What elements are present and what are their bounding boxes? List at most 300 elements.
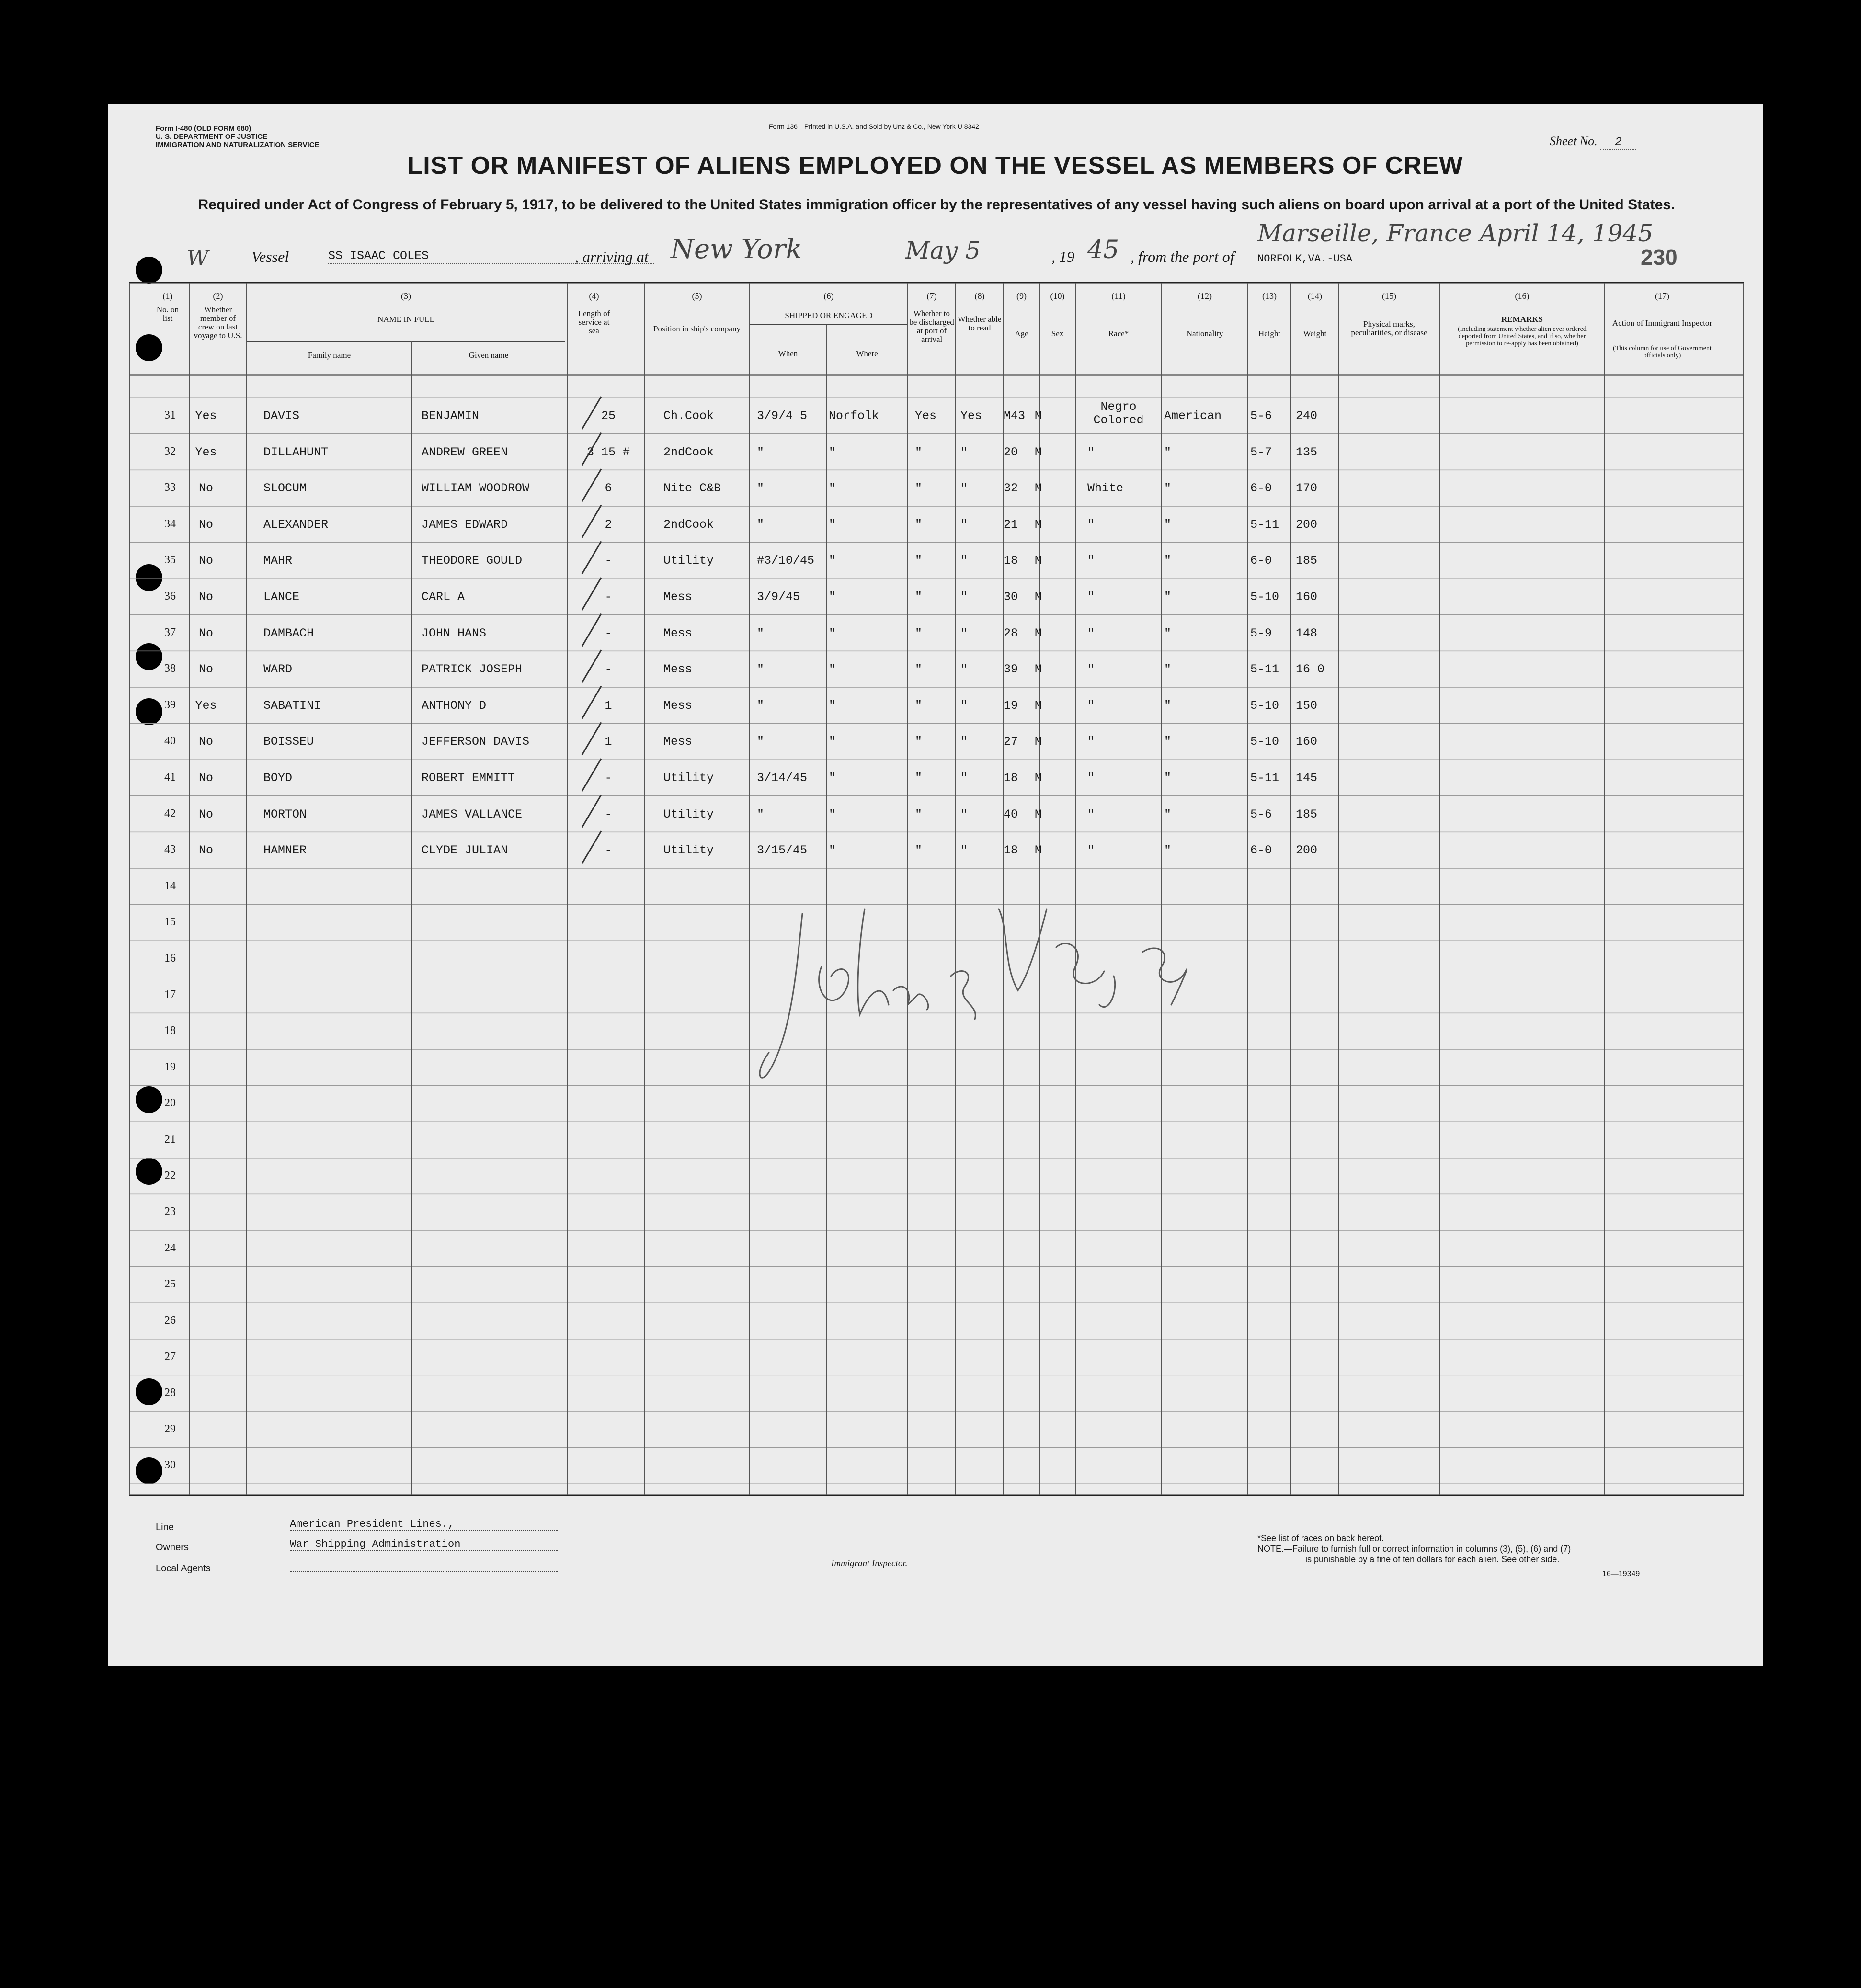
- row-number: 39: [164, 698, 176, 711]
- owners-value: War Shipping Administration: [290, 1538, 558, 1551]
- shipped-where-cell: ": [829, 698, 836, 713]
- height-cell: 5-10: [1250, 590, 1279, 604]
- position-cell: Utility: [663, 554, 714, 568]
- nationality-cell: ": [1164, 843, 1172, 858]
- col-head-height: Height: [1258, 329, 1281, 338]
- weight-cell: 200: [1296, 843, 1318, 858]
- shipped-where-cell: Norfolk: [829, 409, 879, 423]
- col-num-12: (12): [1198, 291, 1212, 301]
- col-head-service: Length of service at sea: [578, 309, 610, 335]
- inspector-signature-line: [726, 1546, 1032, 1556]
- col-num-10: (10): [1050, 291, 1065, 301]
- check-mark: [582, 759, 601, 791]
- sex-cell: M: [1035, 807, 1042, 821]
- crew-cell: No: [198, 735, 213, 749]
- shipped-where-cell: ": [829, 590, 836, 604]
- shipped-when-cell: ": [757, 698, 765, 713]
- year-handwritten: 45: [1087, 236, 1119, 264]
- empty-row-number: 20: [164, 1097, 176, 1110]
- printer-line: Form 136—Printed in U.S.A. and Sold by Unz & Co., New York U 8342: [769, 123, 979, 130]
- check-mark: [582, 469, 601, 501]
- race-cell: ": [1087, 445, 1095, 459]
- family-name-cell: SLOCUM: [263, 481, 307, 496]
- position-cell: Nite C&B: [663, 481, 721, 496]
- shipped-when-cell: #3/10/45: [757, 554, 815, 568]
- able-to-read-cell: ": [960, 517, 968, 532]
- sex-cell: M: [1035, 843, 1042, 858]
- able-to-read-cell: Yes: [960, 409, 982, 423]
- form-id: Form I-480 (OLD FORM 680): [156, 125, 251, 133]
- height-cell: 5-9: [1250, 626, 1272, 640]
- sex-cell: M: [1035, 517, 1042, 532]
- shipped-when-cell: ": [757, 735, 765, 749]
- given-name-cell: CLYDE JULIAN: [422, 843, 508, 858]
- check-mark: [582, 614, 601, 647]
- check-mark: [582, 397, 601, 429]
- shipped-when-cell: ": [757, 662, 765, 677]
- height-cell: 5-10: [1250, 735, 1279, 749]
- sex-cell: M: [1035, 590, 1042, 604]
- sheet-number: 2: [1600, 136, 1636, 150]
- col-num-17: (17): [1655, 291, 1669, 301]
- height-cell: 5-11: [1250, 771, 1279, 785]
- given-name-cell: THEODORE GOULD: [422, 554, 523, 568]
- from-port-typed: NORFOLK,VA.-USA: [1257, 253, 1353, 265]
- penalty-note-1: NOTE.—Failure to furnish full or correct information in columns (3), (5), (6) and (7): [1257, 1544, 1571, 1554]
- col-head-discharged: Whether to be discharged at port of arrival: [909, 309, 954, 344]
- height-cell: 6-0: [1250, 843, 1272, 858]
- check-mark: [582, 686, 601, 719]
- family-name-cell: DAMBACH: [263, 626, 314, 640]
- given-name-cell: BENJAMIN: [422, 409, 480, 423]
- col-num-14: (14): [1308, 291, 1322, 301]
- given-name-cell: PATRICK JOSEPH: [422, 662, 523, 677]
- service-cell: -: [605, 554, 612, 568]
- row-number: 41: [164, 771, 176, 784]
- row-number: 37: [164, 626, 176, 639]
- height-cell: 6-0: [1250, 481, 1272, 496]
- able-to-read-cell: ": [960, 626, 968, 640]
- nationality-cell: ": [1164, 554, 1172, 568]
- nationality-cell: ": [1164, 481, 1172, 496]
- able-to-read-cell: ": [960, 698, 968, 713]
- from-port-handwritten: Marseille, France April 14, 1945: [1257, 219, 1654, 247]
- signature: [750, 765, 1324, 1101]
- col-num-7: (7): [926, 291, 937, 301]
- sex-cell: M: [1035, 771, 1042, 785]
- row-number: 40: [164, 735, 176, 748]
- weight-cell: 240: [1296, 409, 1318, 423]
- service-cell: 2: [605, 517, 612, 532]
- check-mark: [582, 831, 601, 863]
- empty-row-number: 21: [164, 1133, 176, 1146]
- nationality-cell: ": [1164, 662, 1172, 677]
- position-cell: 2ndCook: [663, 517, 714, 532]
- race-cell: ": [1087, 771, 1095, 785]
- col-num-4: (4): [589, 291, 599, 301]
- position-cell: Utility: [663, 771, 714, 785]
- age-cell: 27: [1004, 735, 1018, 749]
- age-cell: 39: [1004, 662, 1018, 677]
- form-code: 16—19349: [1602, 1570, 1640, 1578]
- col-head-name: NAME IN FULL: [377, 315, 434, 324]
- height-cell: 5-11: [1250, 517, 1279, 532]
- inspector-label: Immigrant Inspector.: [831, 1558, 908, 1568]
- col-head-family: Family name: [308, 351, 351, 360]
- check-mark: [582, 795, 601, 828]
- weight-cell: 160: [1296, 735, 1318, 749]
- crew-cell: No: [198, 662, 213, 677]
- col-head-action: Action of Immigrant Inspector: [1612, 318, 1713, 328]
- empty-row-number: 28: [164, 1386, 176, 1399]
- row-number: 32: [164, 445, 176, 458]
- family-name-cell: WARD: [263, 662, 293, 677]
- weight-cell: 185: [1296, 554, 1318, 568]
- check-mark: [582, 541, 601, 574]
- age-cell: 18: [1004, 843, 1018, 858]
- col-num-9: (9): [1016, 291, 1027, 301]
- service-cell: 6: [605, 481, 612, 496]
- able-to-read-cell: ": [960, 662, 968, 677]
- check-mark: [582, 722, 601, 755]
- service-cell: -: [605, 807, 612, 821]
- age-cell: 21: [1004, 517, 1018, 532]
- position-cell: Mess: [663, 698, 693, 713]
- stamp-number: 230: [1641, 245, 1678, 270]
- position-cell: Mess: [663, 590, 693, 604]
- service-cell: 1: [605, 698, 612, 713]
- empty-row-number: 26: [164, 1314, 176, 1327]
- age-cell: M43: [1004, 409, 1026, 423]
- position-cell: Mess: [663, 735, 693, 749]
- nationality-cell: ": [1164, 517, 1172, 532]
- col-head-position: Position in ship's company: [653, 324, 741, 333]
- nationality-cell: American: [1164, 409, 1222, 423]
- col-num-1: (1): [162, 291, 173, 301]
- weight-cell: 145: [1296, 771, 1318, 785]
- col-num-3: (3): [401, 291, 411, 301]
- col-head-sex: Sex: [1051, 329, 1064, 338]
- shipped-when-cell: ": [757, 517, 765, 532]
- sex-cell: M: [1035, 445, 1042, 459]
- discharged-cell: ": [915, 554, 923, 568]
- race-cell: ": [1087, 807, 1095, 821]
- service-cell: 1: [605, 735, 612, 749]
- race-cell: ": [1087, 517, 1095, 532]
- shipped-where-cell: ": [829, 626, 836, 640]
- col-num-15: (15): [1382, 291, 1396, 301]
- col-head-nationality: Nationality: [1186, 329, 1223, 338]
- position-cell: Ch.Cook: [663, 409, 714, 423]
- discharged-cell: ": [915, 807, 923, 821]
- given-name-cell: ANDREW GREEN: [422, 445, 508, 459]
- family-name-cell: BOISSEU: [263, 735, 314, 749]
- shipped-where-cell: ": [829, 517, 836, 532]
- height-cell: 5-7: [1250, 445, 1272, 459]
- family-name-cell: HAMNER: [263, 843, 307, 858]
- sex-cell: M: [1035, 409, 1042, 423]
- empty-row-number: 17: [164, 988, 176, 1001]
- crew-cell: No: [198, 554, 213, 568]
- sex-cell: M: [1035, 662, 1042, 677]
- penalty-note-2: is punishable by a fine of ten dollars for each alien. See other side.: [1305, 1555, 1560, 1564]
- service-cell: -: [605, 626, 612, 640]
- height-cell: 5-11: [1250, 662, 1279, 677]
- weight-cell: 200: [1296, 517, 1318, 532]
- row-number: 34: [164, 517, 176, 530]
- able-to-read-cell: ": [960, 807, 968, 821]
- row-number: 35: [164, 554, 176, 567]
- service-cell: -: [605, 771, 612, 785]
- empty-row-number: 15: [164, 916, 176, 929]
- arriving-port-handwritten: New York: [671, 234, 802, 265]
- family-name-cell: MORTON: [263, 807, 307, 821]
- owners-label: Owners: [156, 1542, 189, 1553]
- shipped-when-cell: 3/9/45: [757, 590, 800, 604]
- sheet-label: Sheet No.: [1550, 134, 1598, 148]
- col-head-shipped: SHIPPED OR ENGAGED: [785, 311, 873, 320]
- col-num-6: (6): [823, 291, 834, 301]
- col-num-16: (16): [1515, 291, 1530, 301]
- weight-cell: 160: [1296, 590, 1318, 604]
- page-title: LIST OR MANIFEST OF ALIENS EMPLOYED ON THE VESSEL AS MEMBERS OF CREW: [407, 152, 1463, 180]
- col-head-no: No. on list: [156, 305, 179, 323]
- nationality-cell: ": [1164, 590, 1172, 604]
- col-head-remarks: REMARKS: [1501, 315, 1543, 324]
- service-cell: -: [605, 662, 612, 677]
- age-cell: 30: [1004, 590, 1018, 604]
- from-port-label: , from the port of: [1130, 248, 1234, 265]
- discharged-cell: ": [915, 843, 923, 858]
- shipped-where-cell: ": [829, 662, 836, 677]
- agents-value-line: [290, 1558, 558, 1572]
- shipped-when-cell: 3/14/45: [757, 771, 808, 785]
- given-name-cell: JEFFERSON DAVIS: [422, 735, 530, 749]
- crew-cell: Yes: [195, 445, 217, 459]
- empty-row-number: 27: [164, 1350, 176, 1363]
- form-dept: U. S. DEPARTMENT OF JUSTICE: [156, 133, 268, 141]
- col-head-remarks-note: (Including statement whether alien ever ordered deported from United States, and if so, whether permission to re-apply has been obtained): [1458, 326, 1587, 347]
- empty-row-number: 29: [164, 1422, 176, 1435]
- empty-row-number: 30: [164, 1459, 176, 1472]
- col-head-crew: Whether member of crew on last voyage to U.S.: [194, 305, 242, 340]
- family-name-cell: DILLAHUNT: [263, 445, 329, 459]
- race-cell: ": [1087, 554, 1095, 568]
- height-cell: 5-6: [1250, 409, 1272, 423]
- shipped-when-cell: 3/9/4 5: [757, 409, 808, 423]
- discharged-cell: ": [915, 481, 923, 496]
- able-to-read-cell: ": [960, 481, 968, 496]
- crew-cell: No: [198, 481, 213, 496]
- row-number: 42: [164, 807, 176, 820]
- crew-cell: No: [198, 771, 213, 785]
- nationality-cell: ": [1164, 698, 1172, 713]
- given-name-cell: ROBERT EMMITT: [422, 771, 515, 785]
- shipped-where-cell: ": [829, 445, 836, 459]
- col-head-physical: Physical marks, peculiarities, or disease: [1351, 319, 1427, 337]
- family-name-cell: SABATINI: [263, 698, 321, 713]
- nationality-cell: ": [1164, 445, 1172, 459]
- shipped-where-cell: ": [829, 481, 836, 496]
- form-service: IMMIGRATION AND NATURALIZATION SERVICE: [156, 141, 320, 149]
- check-mark: [582, 578, 601, 610]
- height-cell: 5-6: [1250, 807, 1272, 821]
- col-head-weight: Weight: [1303, 329, 1327, 338]
- able-to-read-cell: ": [960, 771, 968, 785]
- weight-cell: 150: [1296, 698, 1318, 713]
- sex-cell: M: [1035, 554, 1042, 568]
- page-subtitle: Required under Act of Congress of February 5, 1917, to be delivered to the United States immigration officer by the representatives of any vessel having such aliens on board upon arrival at a port of the United States.: [198, 197, 1675, 213]
- empty-row-number: 25: [164, 1278, 176, 1291]
- col-head-read: Whether able to read: [958, 315, 1002, 332]
- agents-label: Local Agents: [156, 1563, 211, 1574]
- position-cell: 2ndCook: [663, 445, 714, 459]
- able-to-read-cell: ": [960, 554, 968, 568]
- col-head-when: When: [778, 349, 798, 358]
- sex-cell: M: [1035, 626, 1042, 640]
- sex-cell: M: [1035, 481, 1042, 496]
- weight-cell: 170: [1296, 481, 1318, 496]
- shipped-where-cell: ": [829, 843, 836, 858]
- shipped-when-cell: ": [757, 626, 765, 640]
- nationality-cell: ": [1164, 626, 1172, 640]
- age-cell: 28: [1004, 626, 1018, 640]
- height-cell: 6-0: [1250, 554, 1272, 568]
- empty-row-number: 24: [164, 1241, 176, 1254]
- position-cell: Utility: [663, 807, 714, 821]
- service-cell: 25: [601, 409, 616, 423]
- arriving-label: , arriving at: [575, 248, 649, 265]
- crew-cell: No: [198, 590, 213, 604]
- discharged-cell: Yes: [915, 409, 937, 423]
- race-cell: ": [1087, 735, 1095, 749]
- empty-row-number: 14: [164, 879, 176, 892]
- discharged-cell: ": [915, 590, 923, 604]
- able-to-read-cell: ": [960, 843, 968, 858]
- able-to-read-cell: ": [960, 445, 968, 459]
- service-cell: -: [605, 843, 612, 858]
- shipped-where-cell: ": [829, 807, 836, 821]
- col-num-5: (5): [692, 291, 702, 301]
- able-to-read-cell: ": [960, 735, 968, 749]
- crew-cell: Yes: [195, 409, 217, 423]
- nationality-cell: ": [1164, 735, 1172, 749]
- discharged-cell: ": [915, 735, 923, 749]
- arrival-date-handwritten: May 5: [905, 237, 981, 264]
- discharged-cell: ": [915, 771, 923, 785]
- race-cell: ": [1087, 626, 1095, 640]
- given-name-cell: JAMES EDWARD: [422, 517, 508, 532]
- row-number: 31: [164, 409, 176, 421]
- col-head-action-note: (This column for use of Government officials only): [1613, 345, 1712, 359]
- given-name-cell: JOHN HANS: [422, 626, 487, 640]
- shipped-where-cell: ": [829, 735, 836, 749]
- row-number: 38: [164, 662, 176, 675]
- race-cell: White: [1087, 481, 1124, 496]
- service-cell: -: [605, 590, 612, 604]
- empty-row-number: 22: [164, 1169, 176, 1182]
- crew-cell: No: [198, 843, 213, 858]
- nationality-cell: ": [1164, 771, 1172, 785]
- family-name-cell: DAVIS: [263, 409, 300, 423]
- col-head-where: Where: [856, 349, 878, 358]
- sex-cell: M: [1035, 698, 1042, 713]
- age-cell: 20: [1004, 445, 1018, 459]
- shipped-when-cell: ": [757, 481, 765, 496]
- shipped-when-cell: ": [757, 807, 765, 821]
- races-note: *See list of races on back hereof.: [1257, 1534, 1384, 1543]
- discharged-cell: ": [915, 445, 923, 459]
- col-head-given: Given name: [468, 351, 509, 360]
- empty-row-number: 16: [164, 952, 176, 965]
- check-mark: [582, 505, 601, 538]
- col-num-8: (8): [974, 291, 985, 301]
- race-cell: ": [1087, 698, 1095, 713]
- shipped-where-cell: ": [829, 771, 836, 785]
- manifest-sheet: [108, 104, 1763, 1666]
- weight-cell: 148: [1296, 626, 1318, 640]
- family-name-cell: ALEXANDER: [263, 517, 329, 532]
- weight-cell: 16 0: [1296, 662, 1325, 677]
- line-value: American President Lines.,: [290, 1518, 558, 1531]
- col-num-13: (13): [1262, 291, 1277, 301]
- sex-cell: M: [1035, 735, 1042, 749]
- race-cell: ": [1087, 843, 1095, 858]
- position-cell: Utility: [663, 843, 714, 858]
- discharged-cell: ": [915, 626, 923, 640]
- crew-cell: No: [198, 517, 213, 532]
- empty-row-number: 23: [164, 1205, 176, 1218]
- shipped-when-cell: ": [757, 445, 765, 459]
- age-cell: 18: [1004, 771, 1018, 785]
- weight-cell: 135: [1296, 445, 1318, 459]
- age-cell: 19: [1004, 698, 1018, 713]
- age-cell: 32: [1004, 481, 1018, 496]
- row-number: 43: [164, 843, 176, 856]
- discharged-cell: ": [915, 517, 923, 532]
- given-name-cell: JAMES VALLANCE: [422, 807, 523, 821]
- race-cell: ": [1087, 590, 1095, 604]
- signature-text: John F. Wright, Surg.: [754, 1087, 857, 1098]
- line-label: Line: [156, 1522, 174, 1533]
- col-head-race: Race*: [1108, 329, 1129, 338]
- empty-row-number: 18: [164, 1024, 176, 1037]
- vessel-prefix-handwritten: W: [187, 246, 209, 271]
- height-cell: 5-10: [1250, 698, 1279, 713]
- family-name-cell: LANCE: [263, 590, 300, 604]
- year-label: , 19: [1051, 248, 1074, 265]
- shipped-when-cell: 3/15/45: [757, 843, 808, 858]
- vessel-label: Vessel: [251, 248, 289, 265]
- row-number: 33: [164, 481, 176, 494]
- weight-cell: 185: [1296, 807, 1318, 821]
- check-mark: [582, 650, 601, 682]
- age-cell: 40: [1004, 807, 1018, 821]
- col-num-11: (11): [1111, 291, 1126, 301]
- check-mark: [582, 433, 601, 466]
- position-cell: Mess: [663, 626, 693, 640]
- family-name-cell: BOYD: [263, 771, 293, 785]
- position-cell: Mess: [663, 662, 693, 677]
- vessel-name: SS ISAAC COLES: [328, 249, 654, 264]
- given-name-cell: WILLIAM WOODROW: [422, 481, 530, 496]
- crew-cell: Yes: [195, 698, 217, 713]
- shipped-where-cell: ": [829, 554, 836, 568]
- footer: [156, 1512, 1736, 1656]
- age-cell: 18: [1004, 554, 1018, 568]
- crew-cell: No: [198, 626, 213, 640]
- given-name-cell: ANTHONY D: [422, 698, 487, 713]
